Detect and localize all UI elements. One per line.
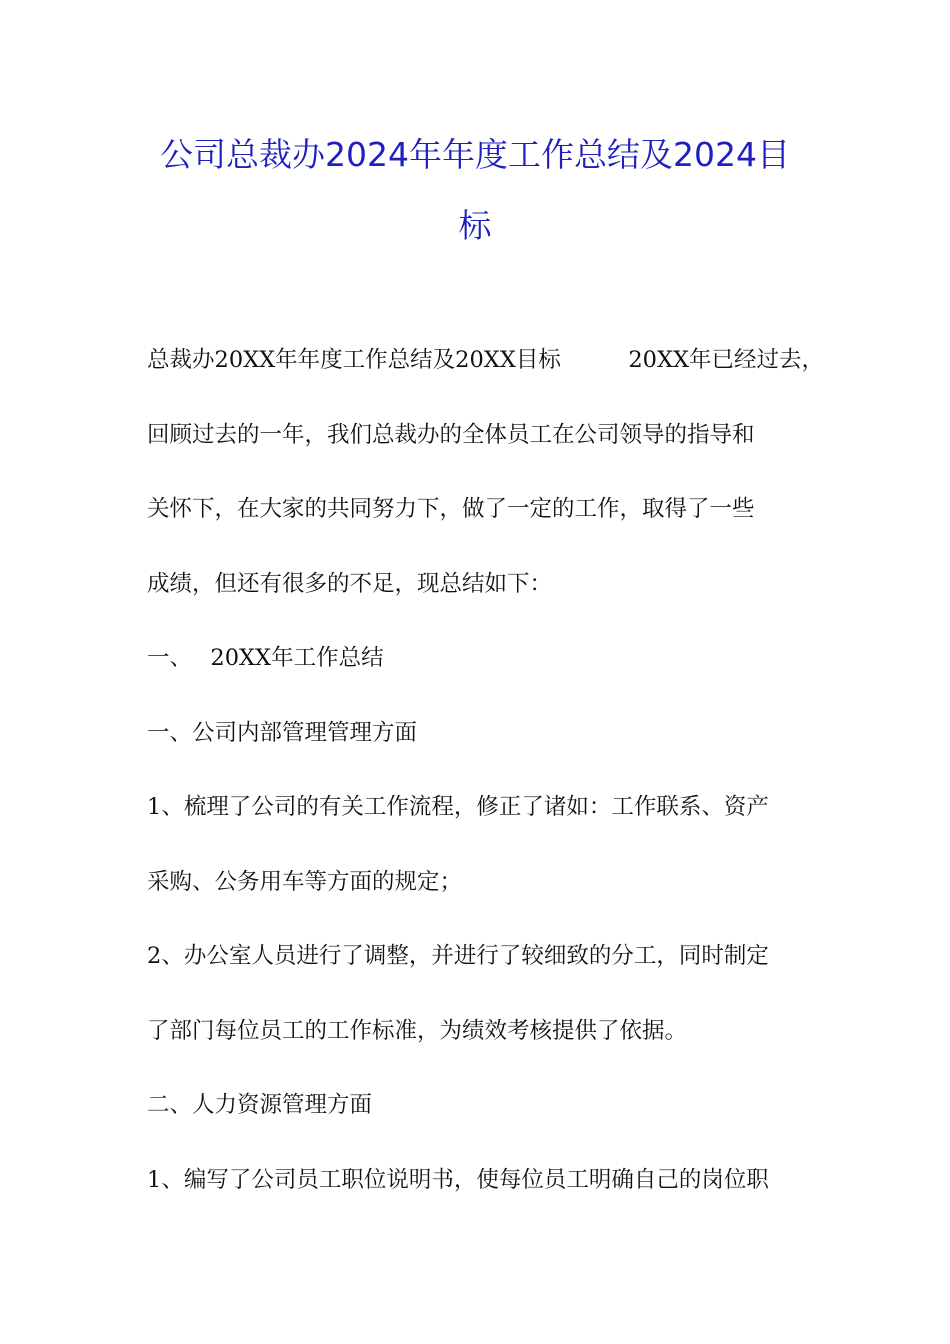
document-title-line-2: 标 <box>458 206 492 245</box>
body-paragraph-line: 回顾过去的一年，我们总裁办的全体员工在公司领导的指导和 <box>147 422 755 448</box>
body-paragraph-line: 成绩，但还有很多的不足，现总结如下： <box>147 571 553 597</box>
body-paragraph-line: 关怀下，在大家的共同努力下，做了一定的工作，取得了一些 <box>147 496 755 522</box>
body-paragraph-line: 总裁办20XX年年度工作总结及20XX目标 20XX年已经过去， <box>147 347 825 373</box>
body-paragraph-line: 1、梳理了公司的有关工作流程，修正了诸如：工作联系、资产 <box>147 794 769 820</box>
subsection-heading: 二、人力资源管理方面 <box>147 1092 373 1118</box>
subsection-heading: 一、公司内部管理管理方面 <box>147 720 418 746</box>
body-paragraph-line: 了部门每位员工的工作标准，为绩效考核提供了依据。 <box>147 1018 688 1044</box>
document-title-line-1: 公司总裁办2024年年度工作总结及2024目 <box>160 135 790 174</box>
body-paragraph-line: 1、编写了公司员工职位说明书，使每位员工明确自己的岗位职 <box>147 1167 769 1193</box>
body-paragraph-line: 2、办公室人员进行了调整，并进行了较细致的分工，同时制定 <box>147 943 769 969</box>
body-paragraph-line: 采购、公务用车等方面的规定； <box>147 869 463 895</box>
section-heading: 一、 20XX年工作总结 <box>147 645 384 671</box>
